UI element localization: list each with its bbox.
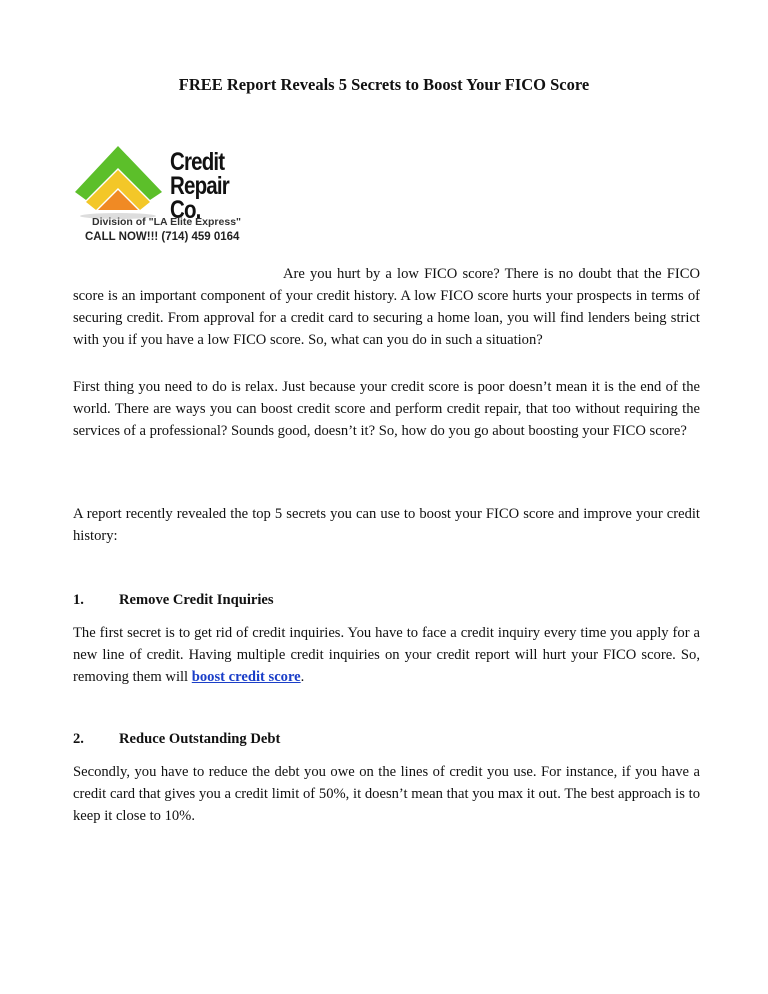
logo-phone: CALL NOW!!! (714) 459 0164 <box>85 231 240 243</box>
section-number: 1. <box>73 592 84 608</box>
intro-paragraph: Are you hurt by a low FICO score? There is no doubt that the FICO score is an important component of your credit history. A low FICO score hurts your prospects in terms of securing credit. From approval for a credit card to securing a home loan, you will find lenders being strict with you if you have a low FICO score. So, what can you do in such a situation? <box>73 266 700 348</box>
section-1-text <box>73 622 700 688</box>
report-paragraph: A report recently revealed the top 5 secrets you can use to boost your FICO score and improve your credit history: <box>73 506 700 544</box>
period: . <box>300 669 305 685</box>
boost-credit-score-link[interactable]: boost credit score <box>191 669 301 685</box>
section-title: Remove Credit Inquiries <box>119 592 274 608</box>
section-title: Reduce Outstanding Debt <box>119 731 281 747</box>
relax-paragraph: First thing you need to do is relax. Just because your credit score is poor doesn’t mean it is the end of the world. There are ways you can boost credit score and perform credit repair, that too without requiring the services of a professional? Sounds good, doesn’t it? So, how do you go about boosting your FICO score? <box>73 379 700 439</box>
logo-division: Division of "LA Elite Express" <box>92 216 242 228</box>
section-heading-1 <box>73 592 274 609</box>
credit-repair-logo <box>70 140 270 250</box>
page-title: FREE Report Reveals 5 Secrets to Boost Your FICO Score <box>178 75 590 94</box>
section-2-text: Secondly, you have to reduce the debt you owe on the lines of credit you use. For instance, if you have a credit card that gives you a credit limit of 50%, it doesn’t mean that you max it out. The best approach is to keep it close to 10%. <box>73 764 700 824</box>
section-1-body: The first secret is to get rid of credit inquiries. You have to face a credit inquiry every time you apply for a new line of credit. Having multiple credit inquiries on your credit report will hurt your FICO score. So, removing them will <box>73 625 700 685</box>
logo-line2: Repair Co. <box>170 172 229 224</box>
logo-line1: Credit <box>170 148 225 176</box>
section-heading-2 <box>73 731 280 748</box>
section-number: 2. <box>73 731 84 747</box>
